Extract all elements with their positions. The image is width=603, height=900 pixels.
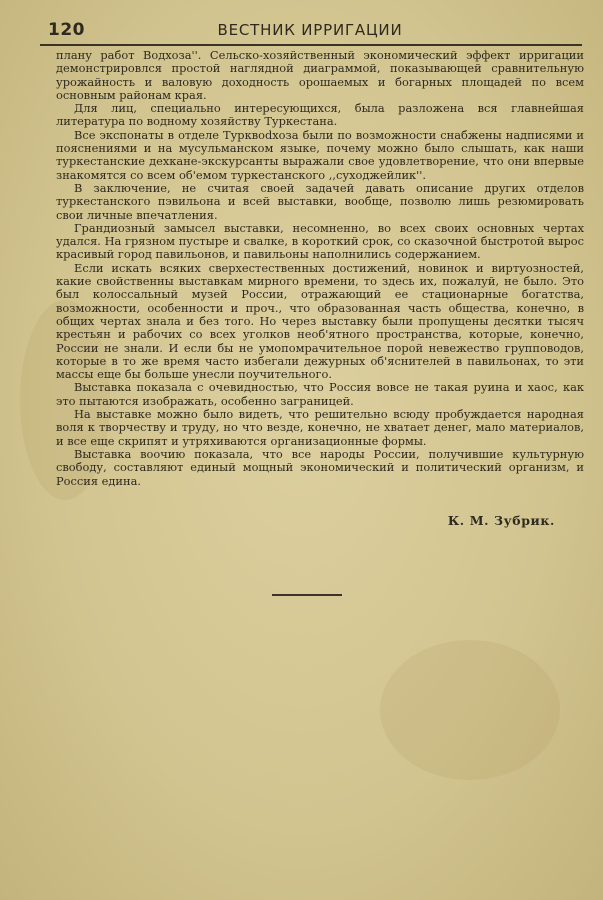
paragraph: Если искать всяких сверхестественных достижений, новинок и виртуозностей, какие свойственны выставкам мирного времени, то здесь их, пожалуй, не было. Это был колоссальный музей России, отражающий ее стационарные богатства, возможности, особенности и проч., что образованная часть общества, конечно, в общих чертах знала и без того. Но через выставку были пропущены десятки тысяч крестьян и рабочих со всех уголков необ'ятного пространства, которые, конечно, России не знали. И если бы не умопомрачительное порой невежество групповодов, которые в то же время часто избегали дежурных об'яснителей в павильонах, то эти массы еще бы больше унесли поучительного. (56, 260, 584, 382)
page-number: 120 (48, 20, 85, 40)
paragraph: На выставке можно было видеть, что решительно всюду пробуждается народная воля к творчеству и труду, но что везде, конечно, не хватает денег, мало материалов, и все еще скрипят и утряхиваются организационные формы. (56, 407, 584, 448)
journal-title: ВЕСТНИК ИРРИГАЦИИ (217, 21, 403, 39)
paragraph: плану работ Водхоза''. Сельско-хозяйственный экономический эффект ирригации демонстрировлся простой наглядной диаграммой, показывающей сравнительную урожайность и валовую доходность орошаемых и богарных площадей по всем основным районам края. (56, 48, 584, 102)
paragraph: Грандиозный замысел выставки, несомненно, во всех своих основных чертах удался. На грязном пустыре и свалке, в короткий срок, со сказочной быстротой вырос красивый город павильонов, и павильоны наполнились содержанием. (56, 220, 584, 262)
author-signature: К. М. Зубрик. (447, 513, 555, 528)
paragraph: Для лиц, специально интересующихся, была разложена вся главнейшая литература по водному хозяйству Туркестана. (56, 101, 584, 129)
page-header (40, 16, 580, 46)
paragraph: Выставка воочию показала, что все народы России, получившие культурную свободу, составляют единый мощный экономический и политический организм, и Россия едина. (56, 446, 584, 488)
paragraph: В заключение, не считая своей задачей давать описание других отделов туркестанского пэвильона и всей выставки, вообще, позволю лишь резюмировать свои личные впечатления. (56, 180, 584, 222)
header-rule (40, 44, 582, 46)
paragraph: Выставка показала с очевидностью, что Россия вовсе не такая руина и хаос, как это пытаются изображать, особенно заграницей. (56, 380, 584, 408)
paper-stain (380, 640, 560, 780)
paragraph: Все экспонаты в отделе Турквodхоза были по возможности снабжены надписями и пояснениями и на мусульманском языке, почему можно было слышать, как наши туркестанские дехкане-экскурсанты выражали свое удовлетворение, что они впервые знакомятся со всем об'емом туркестанского ,,суходжейлик''. (56, 127, 584, 182)
article-body (56, 49, 584, 488)
end-rule (272, 594, 342, 596)
